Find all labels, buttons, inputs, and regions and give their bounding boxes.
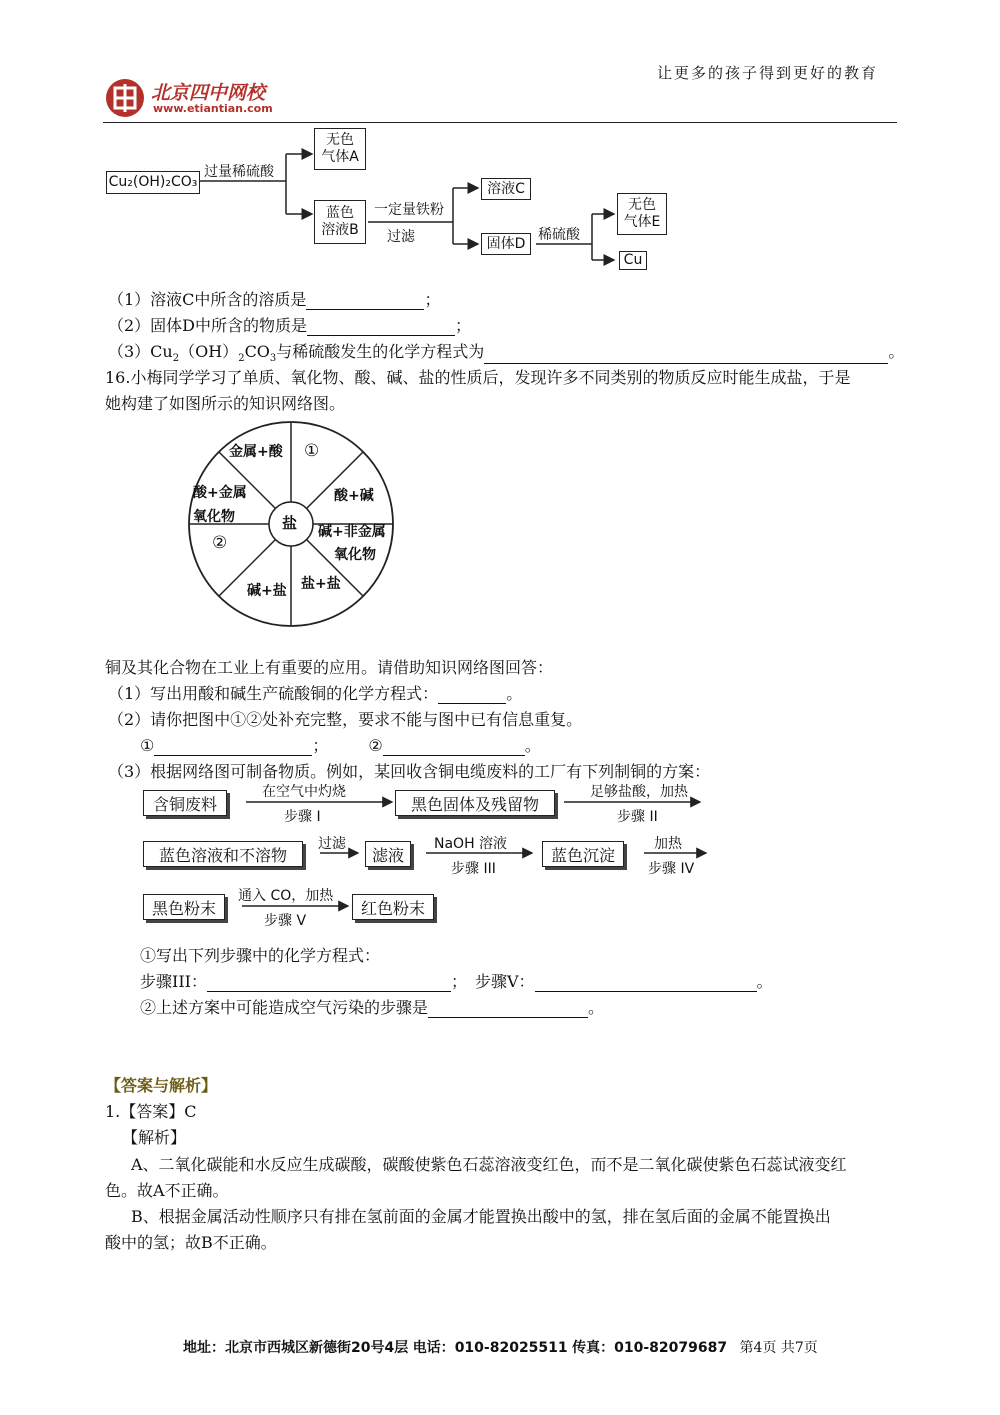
school-logo [103,76,303,120]
wheel-segment-4b: 氧化物 [334,547,376,563]
q15-item2-blank[interactable] [307,320,455,336]
q15-item3-sub3: 3 [269,353,277,365]
q16-step5-label: 步骤V： [474,972,535,991]
q16-step3-label: 步骤III： [140,972,207,991]
q16-step5-post: 。 [756,972,773,991]
q16-intro-line1: 16.小梅同学学习了单质、氧化物、酸、碱、盐的性质后，发现许多不同类别的物质反应时能生成盐，于是 [105,368,851,387]
analysis-b-line1: B、根据金属活动性顺序只有排在氢前面的金属才能置换出酸中的氢，排在氢后面的金属不能置换出 [131,1207,831,1226]
q15-item3-tail: 与稀硫酸发生的化学方程式为 [276,342,485,361]
analysis-b-line2: 酸中的氢；故B不正确。 [105,1233,277,1252]
flow1-arrow2-top: 一定量铁粉 [374,202,444,218]
footer [183,1337,818,1357]
header-rule [103,122,897,123]
flow2-arrow5-top: 加热 [654,836,682,852]
flow1-start-box: Cu₂(OH)₂CO₃ [106,171,200,194]
q15-item3-blank[interactable] [484,348,888,364]
q15-item1-post: ； [424,290,441,309]
q15-item3 [108,339,904,364]
analysis-a-line1: A、二氧化碳能和水反应生成碳酸，碳酸使紫色石蕊溶液变红色，而不是二氧化碳使紫色石蕊试液变红 [131,1155,847,1174]
q15-item2-post: ； [455,316,472,335]
gas-e-line1: 无色 [628,197,656,213]
header-slogan: 让更多的孩子得到更好的教育 [657,64,879,82]
footer-address-label: 地址： [183,1340,225,1356]
logo-name: 北京四中网校 [151,82,266,104]
footer-fax-label: 传真： [572,1340,615,1356]
wheel-center: 盐 [282,514,298,532]
q15-item1-text: （1）溶液C中所含的溶质是 [108,290,307,309]
gas-e-line2: 气体E [623,214,661,230]
q16-p1 [108,681,522,704]
footer-phone: 010-82025511 [454,1340,568,1356]
q15-item3-post: 。 [888,342,905,361]
flow1-arrow3-label: 稀硫酸 [538,227,580,243]
wheel-segment-4a: 碱+非金属 [318,524,386,540]
flow2-box-4: 滤液 [365,841,411,867]
q16-p3-2-text: ②上述方案中可能造成空气污染的步骤是 [140,998,429,1017]
q16-step3-blank[interactable] [207,976,451,992]
flow2-arrow4-top: NaOH 溶液 [434,836,508,852]
q15-item3-rest: CO [244,342,270,361]
wheel-segment-6: 碱+盐 [247,583,287,599]
flow2-arrow6-bottom: 步骤 V [264,913,307,929]
q16-p1-text: （1）写出用酸和碱生产硫酸铜的化学方程式： [108,684,439,703]
footer-phone-label: 电话： [412,1340,455,1356]
q15-item1-blank[interactable] [306,294,424,310]
q16-p2-a-label: ① [140,736,155,755]
analysis-label: 【解析】 [122,1128,187,1147]
q16-p2-a-blank[interactable] [154,740,312,756]
q15-item3-sub2: 2 [238,353,245,365]
q16-p3-1: ①写出下列步骤中的化学方程式： [140,946,381,965]
sol-b-line1: 蓝色 [326,205,354,221]
flow2-box-3: 蓝色溶液和不溶物 [143,841,303,867]
footer-page: 第4页 共7页 [739,1340,818,1356]
answer-1: 1.【答案】C [105,1102,197,1121]
flow2-arrow2-bottom: 步骤 II [617,809,658,825]
wheel-segment-8b: 氧化物 [193,509,235,525]
flow2-arrow1-top: 在空气中灼烧 [262,784,346,800]
flow2-arrow2-top: 足够盐酸，加热 [590,784,688,800]
flow1-cu-box: Cu [619,251,647,270]
logo-url: www.etiantian.com [153,102,273,115]
q16-p1-post: 。 [506,684,523,703]
flow1-sol-c-box: 溶液C [481,178,531,200]
wheel-segment-2: ① [304,441,320,461]
footer-address: 北京市西城区新德街20号4层 [225,1340,409,1356]
answers-title: 【答案与解析】 [105,1076,218,1095]
wheel-segment-7: ② [212,533,228,553]
sol-b-line2: 溶液B [321,222,359,238]
q15-item2-text: （2）固体D中所含的物质是 [108,316,308,335]
flow1-solid-d-box: 固体D [481,233,531,255]
q16-p2-b-post: 。 [524,736,541,755]
q16-p3-2-post: 。 [588,998,605,1017]
flow1-gas-a-box [314,128,366,170]
flow2-arrow5-bottom: 步骤 IV [648,861,695,877]
footer-fax: 010-82079687 [614,1340,728,1356]
q16-p3-2 [140,995,604,1018]
flow2-arrow4-bottom: 步骤 III [451,861,496,877]
q16-p2-b-blank[interactable] [383,740,525,756]
flow2-arrow3-top: 过滤 [318,836,346,852]
wheel-segment-5: 盐+盐 [301,576,341,592]
flow2-box-1: 含铜废料 [143,790,227,816]
wheel-segment-3: 酸+碱 [334,488,374,504]
flow1-arrow2-bottom: 过滤 [387,229,415,245]
analysis-a-line2: 色。故A不正确。 [105,1181,229,1200]
flow1-sol-b-box [314,200,366,244]
q16-p2-blanks [140,733,541,756]
q15-item3-mid: （OH） [179,342,239,361]
q16-p2: （2）请你把图中①②处补充完整，要求不能与图中已有信息重复。 [108,710,583,729]
flow2-arrow1-bottom: 步骤 I [284,809,321,825]
q16-step5-blank[interactable] [535,976,757,992]
q15-item3-sub1: 2 [172,353,180,365]
flow1-gas-e-box [617,193,667,235]
gas-a-line1: 无色 [326,132,354,148]
q16-p2-b-label: ② [368,736,383,755]
q16-step3-post: ； [450,972,467,991]
q15-item2 [108,313,471,336]
wheel-segment-8a: 酸+金属 [193,485,247,501]
q16-p3-2-blank[interactable] [428,1002,588,1018]
q16-lead: 铜及其化合物在工业上有重要的应用。请借助知识网络图回答： [105,658,554,677]
q16-p1-blank[interactable] [438,688,506,704]
q16-p3-steps [140,969,773,992]
flow2-box-2: 黑色固体及残留物 [395,790,555,816]
q15-item3-pre: （3）Cu [108,342,173,361]
flow2-box-7: 红色粉末 [352,894,434,920]
flow2-arrow6-top: 通入 CO，加热 [238,888,334,904]
q16-intro-line2: 她构建了如图所示的知识网络图。 [105,394,346,413]
flow2-box-6: 黑色粉末 [143,894,225,920]
q16-p2-a-post: ； [312,736,329,755]
gas-a-line2: 气体A [321,149,359,165]
flow1-arrow1-label: 过量稀硫酸 [204,164,274,180]
q15-item1 [108,287,440,310]
q16-p3: （3）根据网络图可制备物质。例如，某回收含铜电缆废料的工厂有下列制铜的方案： [108,762,711,781]
flow2-box-5: 蓝色沉淀 [542,841,624,867]
wheel-segment-1: 金属+酸 [229,444,283,460]
